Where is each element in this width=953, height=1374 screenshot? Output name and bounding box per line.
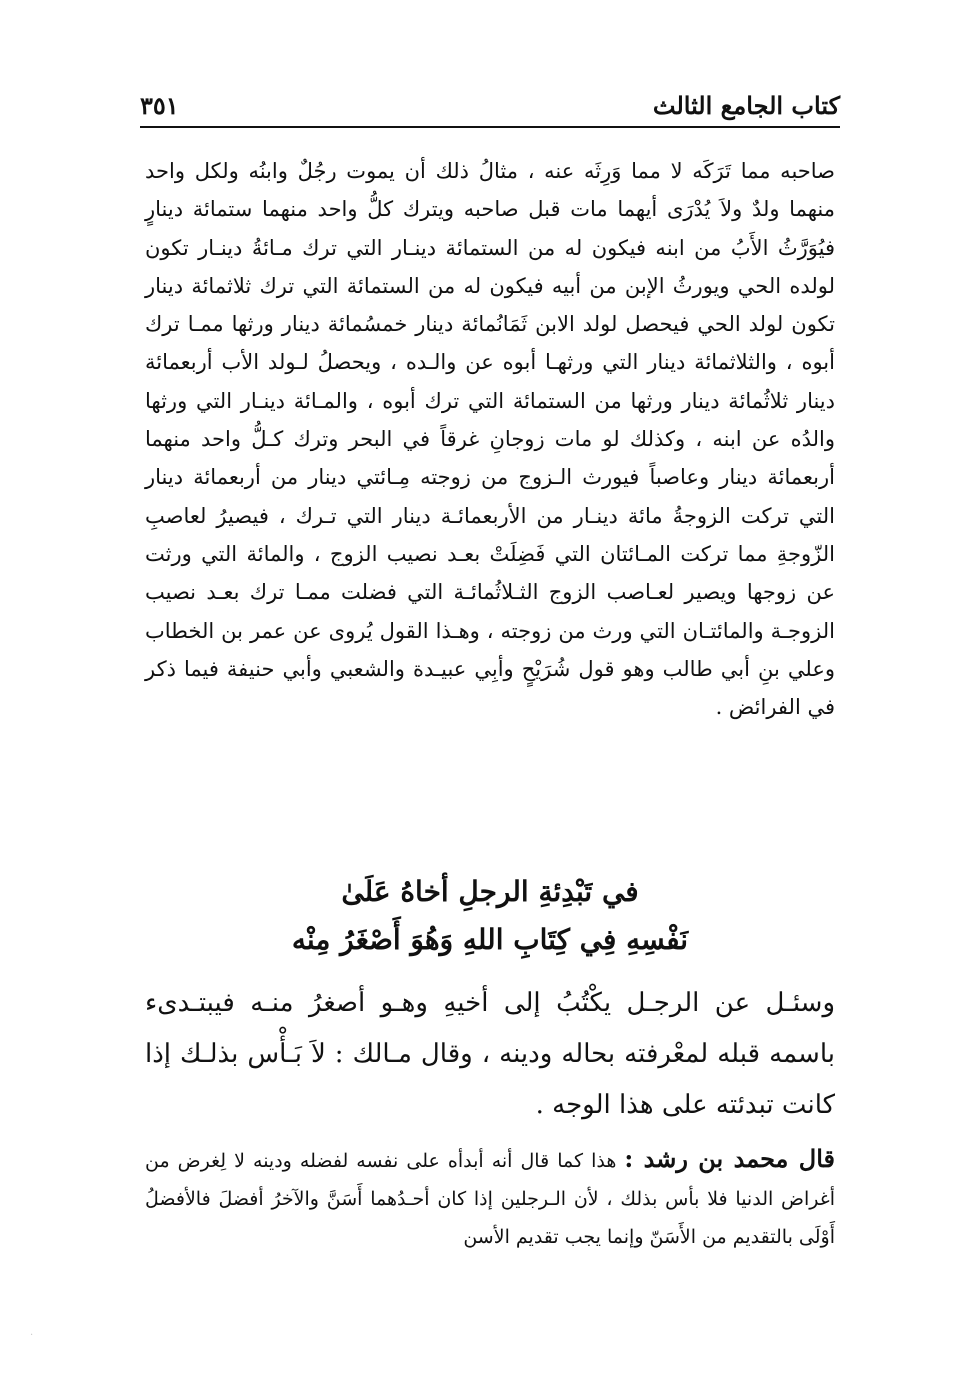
commentary-text: هذا كما قال أنه أبدأه على نفسه لفضله ودينه لا لِغرض من أغراض الدنيا فلا بأس بذلك ، لأن الـرجلين إذا كان أحـدُهما أَسَنَّ والآخرُ أفضلَ فالأفضلُ أَوْلَى بالتقديم من الأَسَنّ وإنما يجب تقديم الأسن (145, 1150, 835, 1248)
section-heading (145, 868, 835, 964)
page-number: ٣٥١ (140, 91, 179, 120)
question-paragraph: وسئـل عن الرجـل يكْتُبُ إلى أخيهِ وهـو أصغرُ منـه فيبتـدىء باسمه قبله لمعْرفته بحاله ودينه ، وقال مـالك : لاَ بَـأْس بذلـك إذا كانت تبدئته على هذا الوجه . (145, 988, 835, 1120)
body-paragraph-1: صاحبه مما تَرَكَه لا مما وَرِثَه عنه ، مثالُ ذلك أن يموت رجُلٌ وابنُه ولكل واحد منهما ولدٌ ولاَ يُدْرَى أيهما مات قبل صاحبه ويترك كلُّ واحد منهما ستمائة دينارٍ فيُوَرَّثُ الأَبُ من ابنه فيكون له من الستمائة دينـار التي ترك مـائةُ دينـار تكون لولده الحي ويورثُ الإبن من أبيه فيكون له من الستمائة التي ترك ثلاثمائة دينار تكون لولد الحي فيحصل لولد الابن ثَمَانُمائة دينار خمسُمائة دينار ورثها ممـا ترك أبوه ، والثلاثمائة دينار التي ورثهـا أبوه عن والـده ، ويحصلُ لـولد الأب أربعمائة دينار ثلاثُمائة دينار ورثها من الستمائة التي ترك أبوه ، والمـائة دينـار التي ورثها والدُه عن ابنه ، وكذلك لو مات زوجانِ غرقاً في البحر وترك كـلُّ واحد منهما أربعمائة دينار وعاصباً فيورث الـزوج من زوجته مِـائتي دينار من أربعمائة دينار التي تركت الزوجةُ مائة دينـار من الأربعمائـة دينار التي تـرك ، فيصيرُ لعاصبِ الزّوجةِ مما تركت المـائتان التي فَضِلَتْ بعـد نصيب الزوج ، والمائة التي ورثت عن زوجها ويصير لعـاصب الزوج الثـلاثُمائـة التي فضلت ممـا ترك بعـد نصيب الزوجـة والمائتـان التي ورث من زوجته ، وهـذا القول يُروى عن عمر بن الخطاب وعلي بنِ أبي طالب وهو قول شُرَيْحٍ وأبِي عبيـدة والشعبي وأبي حنيفة فيما ذكر في الفرائض . (145, 159, 835, 720)
page-header (140, 78, 840, 124)
section-heading-line-2: نَفْسِهِ فِي كِتَابِ اللهِ وَهُوَ أَصْغَرُ مِنْه (291, 923, 689, 956)
commentary-paragraph (145, 1140, 835, 1256)
running-title: كتاب الجامع الثالث (652, 91, 840, 120)
header-rule (140, 126, 840, 128)
commentary-speaker: قال محمد بن رشد : (624, 1144, 835, 1173)
section-heading-line-1: في تَبْدِئةِ الرجلِ أخاهُ عَلَىٰ (341, 875, 639, 908)
scan-speck: · (30, 1330, 34, 1341)
